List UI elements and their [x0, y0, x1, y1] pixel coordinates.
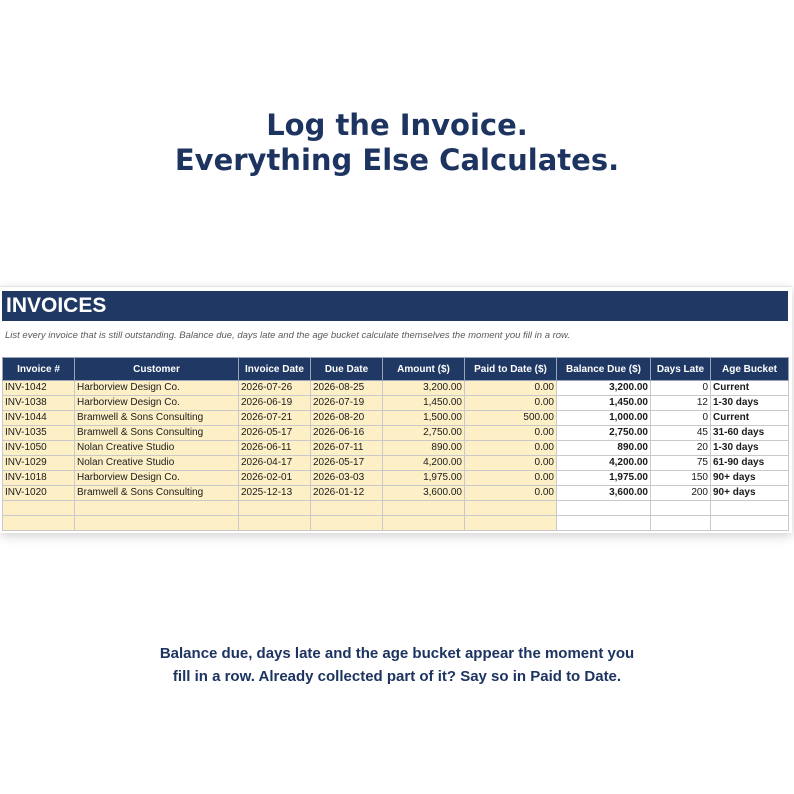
cell-paid-to-date[interactable]: 0.00 — [465, 396, 557, 411]
cell-amount[interactable]: 1,975.00 — [383, 471, 465, 486]
cell-customer[interactable]: Bramwell & Sons Consulting — [75, 486, 239, 501]
table-row — [3, 486, 789, 501]
cell-days-late[interactable]: 0 — [651, 411, 711, 426]
table-row — [3, 441, 789, 456]
cell-balance-due[interactable]: 4,200.00 — [557, 456, 651, 471]
cell-days-late[interactable]: 20 — [651, 441, 711, 456]
empty-cell-age-bucket[interactable] — [711, 516, 789, 531]
cell-age-bucket[interactable]: 90+ days — [711, 471, 789, 486]
headline-line-1: Log the Invoice. — [266, 108, 528, 142]
cell-invoice-date[interactable]: 2026-06-19 — [239, 396, 311, 411]
invoice-table — [2, 357, 789, 531]
empty-cell-invoice-number[interactable] — [3, 516, 75, 531]
cell-due-date[interactable]: 2026-08-20 — [311, 411, 383, 426]
cell-invoice-number[interactable]: INV-1050 — [3, 441, 75, 456]
cell-amount[interactable]: 4,200.00 — [383, 456, 465, 471]
cell-balance-due[interactable]: 2,750.00 — [557, 426, 651, 441]
cell-invoice-number[interactable]: INV-1029 — [3, 456, 75, 471]
cell-invoice-date[interactable]: 2026-05-17 — [239, 426, 311, 441]
empty-cell-balance-due[interactable] — [557, 516, 651, 531]
cell-amount[interactable]: 2,750.00 — [383, 426, 465, 441]
cell-invoice-date[interactable]: 2026-07-26 — [239, 381, 311, 396]
cell-days-late[interactable]: 75 — [651, 456, 711, 471]
cell-paid-to-date[interactable]: 0.00 — [465, 441, 557, 456]
cell-due-date[interactable]: 2026-03-03 — [311, 471, 383, 486]
cell-customer[interactable]: Bramwell & Sons Consulting — [75, 426, 239, 441]
cell-days-late[interactable]: 150 — [651, 471, 711, 486]
cell-customer[interactable]: Harborview Design Co. — [75, 396, 239, 411]
table-row — [3, 411, 789, 426]
cell-days-late[interactable]: 12 — [651, 396, 711, 411]
cell-invoice-number[interactable]: INV-1020 — [3, 486, 75, 501]
column-header-days-late[interactable]: Days Late — [651, 358, 711, 381]
cell-age-bucket[interactable]: 90+ days — [711, 486, 789, 501]
cell-balance-due[interactable]: 1,975.00 — [557, 471, 651, 486]
cell-invoice-date[interactable]: 2026-06-11 — [239, 441, 311, 456]
footer-caption — [0, 642, 794, 688]
cell-age-bucket[interactable]: 61-90 days — [711, 456, 789, 471]
cell-balance-due[interactable]: 1,000.00 — [557, 411, 651, 426]
table-row — [3, 426, 789, 441]
cell-paid-to-date[interactable]: 500.00 — [465, 411, 557, 426]
empty-cell-age-bucket[interactable] — [711, 501, 789, 516]
table-row — [3, 381, 789, 396]
cell-days-late[interactable]: 45 — [651, 426, 711, 441]
empty-table-row — [3, 501, 789, 516]
empty-cell-days-late[interactable] — [651, 501, 711, 516]
cell-amount[interactable]: 3,200.00 — [383, 381, 465, 396]
cell-invoice-number[interactable]: INV-1035 — [3, 426, 75, 441]
cell-invoice-number[interactable]: INV-1044 — [3, 411, 75, 426]
empty-cell-amount[interactable] — [383, 516, 465, 531]
table-row — [3, 396, 789, 411]
column-header-age-bucket[interactable]: Age Bucket — [711, 358, 789, 381]
headline-line-2: Everything Else Calculates. — [174, 143, 620, 177]
cell-due-date[interactable]: 2026-07-11 — [311, 441, 383, 456]
empty-cell-balance-due[interactable] — [557, 501, 651, 516]
cell-customer[interactable]: Bramwell & Sons Consulting — [75, 411, 239, 426]
cell-age-bucket[interactable]: 31-60 days — [711, 426, 789, 441]
cell-paid-to-date[interactable]: 0.00 — [465, 486, 557, 501]
cell-due-date[interactable]: 2026-07-19 — [311, 396, 383, 411]
empty-cell-customer[interactable] — [75, 501, 239, 516]
cell-amount[interactable]: 3,600.00 — [383, 486, 465, 501]
empty-cell-paid-to-date[interactable] — [465, 516, 557, 531]
cell-amount[interactable]: 1,450.00 — [383, 396, 465, 411]
empty-cell-amount[interactable] — [383, 501, 465, 516]
cell-balance-due[interactable]: 890.00 — [557, 441, 651, 456]
cell-paid-to-date[interactable]: 0.00 — [465, 381, 557, 396]
footer-line-2: fill in a row. Already collected part of it? Say so in Paid to Date. — [172, 668, 622, 685]
cell-customer[interactable]: Nolan Creative Studio — [75, 456, 239, 471]
cell-invoice-number[interactable]: INV-1042 — [3, 381, 75, 396]
table-header-row — [3, 358, 789, 381]
cell-balance-due[interactable]: 3,600.00 — [557, 486, 651, 501]
empty-table-row — [3, 516, 789, 531]
headline — [0, 108, 794, 178]
empty-cell-invoice-date[interactable] — [239, 501, 311, 516]
cell-invoice-date[interactable]: 2026-02-01 — [239, 471, 311, 486]
empty-cell-due-date[interactable] — [311, 501, 383, 516]
column-header-customer[interactable]: Customer — [75, 358, 239, 381]
empty-cell-invoice-number[interactable] — [3, 501, 75, 516]
cell-days-late[interactable]: 0 — [651, 381, 711, 396]
cell-days-late[interactable]: 200 — [651, 486, 711, 501]
cell-invoice-date[interactable]: 2026-07-21 — [239, 411, 311, 426]
cell-paid-to-date[interactable]: 0.00 — [465, 456, 557, 471]
cell-customer[interactable]: Nolan Creative Studio — [75, 441, 239, 456]
cell-balance-due[interactable]: 3,200.00 — [557, 381, 651, 396]
sheet-title: INVOICES — [2, 291, 788, 321]
cell-due-date[interactable]: 2026-06-16 — [311, 426, 383, 441]
cell-age-bucket[interactable]: Current — [711, 381, 789, 396]
table-row — [3, 456, 789, 471]
cell-invoice-date[interactable]: 2025-12-13 — [239, 486, 311, 501]
empty-cell-invoice-date[interactable] — [239, 516, 311, 531]
column-header-due-date[interactable]: Due Date — [311, 358, 383, 381]
empty-cell-paid-to-date[interactable] — [465, 501, 557, 516]
cell-due-date[interactable]: 2026-05-17 — [311, 456, 383, 471]
sheet-instructions: List every invoice that is still outstanding. Balance due, days late and the age bucket calculate themselves the moment you fill in a row. — [5, 330, 571, 341]
cell-due-date[interactable]: 2026-01-12 — [311, 486, 383, 501]
cell-age-bucket[interactable]: Current — [711, 411, 789, 426]
invoices-sheet — [0, 286, 792, 533]
cell-amount[interactable]: 1,500.00 — [383, 411, 465, 426]
cell-invoice-date[interactable]: 2026-04-17 — [239, 456, 311, 471]
empty-cell-due-date[interactable] — [311, 516, 383, 531]
cell-due-date[interactable]: 2026-08-25 — [311, 381, 383, 396]
cell-invoice-number[interactable]: INV-1018 — [3, 471, 75, 486]
column-header-balance-due[interactable]: Balance Due ($) — [557, 358, 651, 381]
column-header-invoice-number[interactable]: Invoice # — [3, 358, 75, 381]
cell-invoice-number[interactable]: INV-1038 — [3, 396, 75, 411]
column-header-paid-to-date[interactable]: Paid to Date ($) — [465, 358, 557, 381]
cell-balance-due[interactable]: 1,450.00 — [557, 396, 651, 411]
empty-cell-days-late[interactable] — [651, 516, 711, 531]
cell-customer[interactable]: Harborview Design Co. — [75, 381, 239, 396]
cell-paid-to-date[interactable]: 0.00 — [465, 471, 557, 486]
cell-age-bucket[interactable]: 1-30 days — [711, 396, 789, 411]
table-row — [3, 471, 789, 486]
empty-cell-customer[interactable] — [75, 516, 239, 531]
cell-customer[interactable]: Harborview Design Co. — [75, 471, 239, 486]
cell-amount[interactable]: 890.00 — [383, 441, 465, 456]
footer-line-1: Balance due, days late and the age bucket appear the moment you — [159, 645, 635, 662]
column-header-invoice-date[interactable]: Invoice Date — [239, 358, 311, 381]
cell-age-bucket[interactable]: 1-30 days — [711, 441, 789, 456]
cell-paid-to-date[interactable]: 0.00 — [465, 426, 557, 441]
column-header-amount[interactable]: Amount ($) — [383, 358, 465, 381]
